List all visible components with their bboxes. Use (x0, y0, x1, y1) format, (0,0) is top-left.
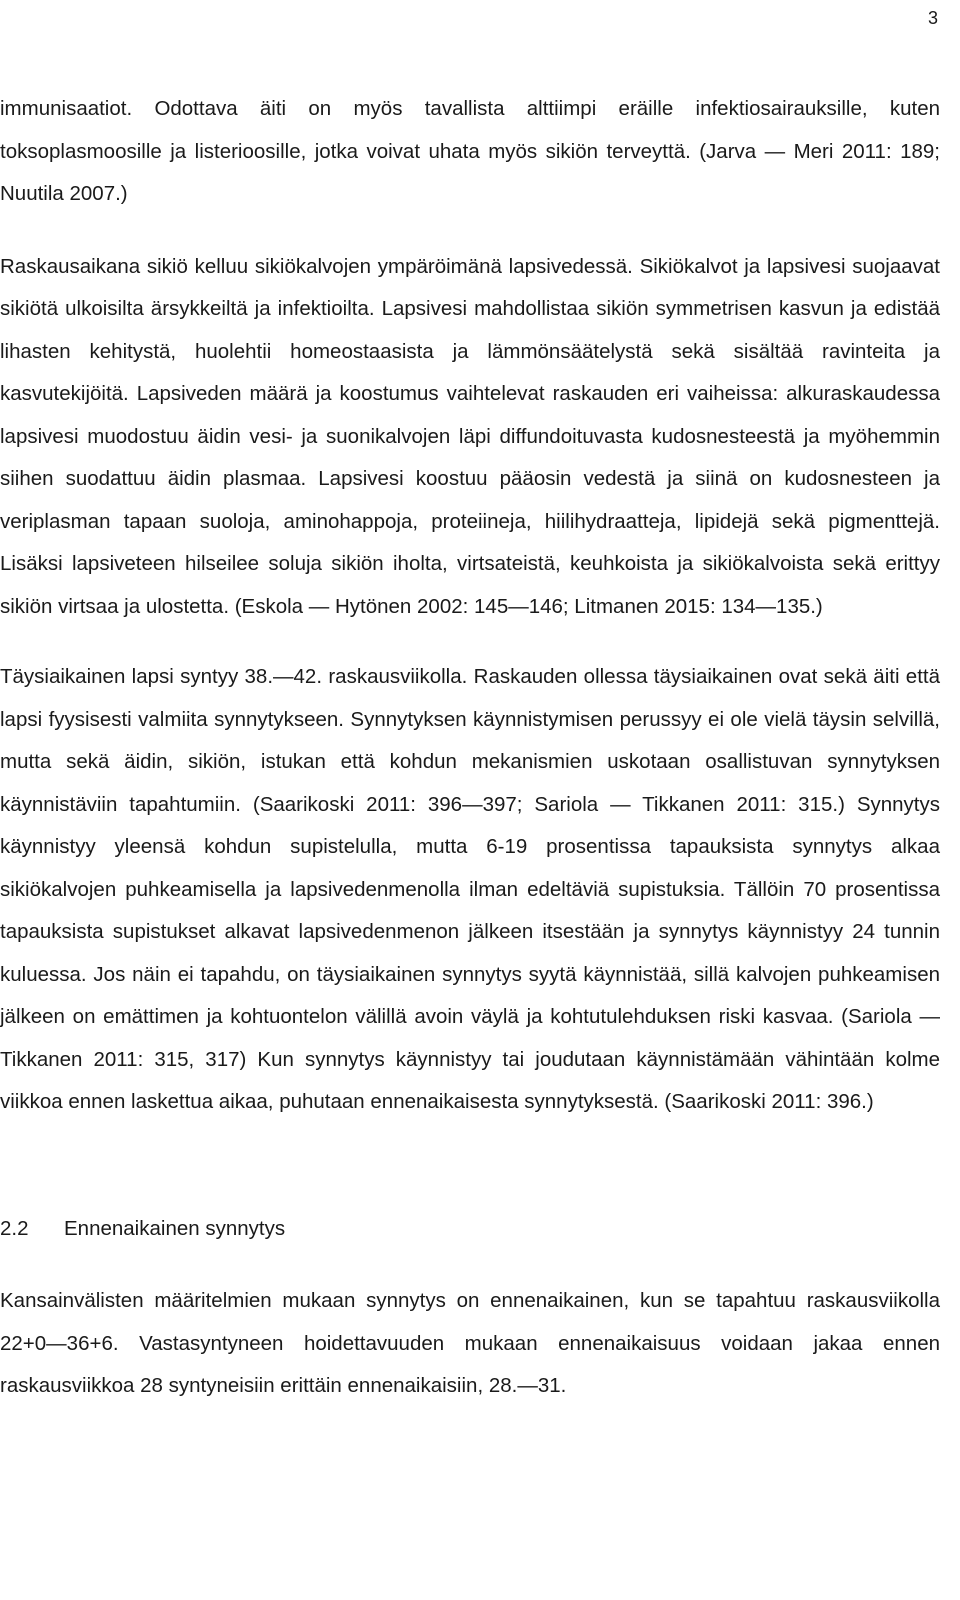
document-body (0, 88, 940, 1408)
section-heading (0, 1208, 940, 1251)
paragraph-amniotic-fluid: Raskausaikana sikiö kelluu sikiökalvojen ympäröimänä lapsivedessä. Sikiökalvot ja lapsivesi suojaavat sikiötä ulkoisilta ärsykkeiltä ja infektioilta. Lapsivesi mahdollistaa sikiön symmetrisen kasvun ja edistää lihasten kehitystä, huolehtii homeostaasista ja lämmönsäätelystä sekä sisältää ravinteita ja kasvutekijöitä. Lapsiveden määrä ja koostumus vaihtelevat raskauden eri vaiheissa: alkuraskaudessa lapsivesi muodostuu äidin vesi- ja suonikalvojen läpi diffundoituvasta kudosnesteestä ja myöhemmin siihen suodattuu äidin plasmaa. Lapsivesi koostuu pääosin vedestä ja siinä on kudosnesteen ja veriplasman tapaan suoloja, aminohappoja, proteiineja, hiilihydraatteja, lipidejä sekä pigmenttejä. Lisäksi lapsiveteen hilseilee soluja sikiön iholta, virtsateistä, keuhkoista ja sikiökalvoista sekä erittyy sikiön virtsaa ja ulostetta. (Eskola — Hytönen 2002: 145—146; Litmanen 2015: 134—135.) (0, 254, 940, 618)
page-number: 3 (927, 8, 938, 28)
paragraph-immunisation: immunisaatiot. Odottava äiti on myös tavallista alttiimpi eräille infektiosairauksille, kuten toksoplasmoosille ja listerioosille, jotka voivat uhata myös sikiön terveyttä. (Jarva — Meri 2011: 189; Nuutila 2007.) (0, 97, 940, 205)
section-title: Ennenaikainen synnytys (64, 1216, 286, 1240)
paragraph-premature-birth: Kansainvälisten määritelmien mukaan synnytys on ennenaikainen, kun se tapahtuu raskausviikolla 22+0—36+6. Vastasyntyneen hoidettavuuden mukaan ennenaikaisuus voidaan jakaa ennen raskausviikkoa 28 syntyneisiin erittäin ennenaikaisiin, 28.—31. (0, 1289, 940, 1397)
section-number: 2.2 (0, 1216, 29, 1240)
paragraph-full-term-birth: Täysiaikainen lapsi syntyy 38.—42. raskausviikolla. Raskauden ollessa täysiaikainen ovat sekä äiti että lapsi fyysisesti valmiita synnytykseen. Synnytyksen käynnistymisen perussyy ei ole vielä täysin selvillä, mutta sekä äidin, sikiön, istukan että kohdun mekanismien uskotaan osallistuvan synnytyksen käynnistäviin tapahtumiin. (Saarikoski 2011: 396—397; Sariola — Tikkanen 2011: 315.) Synnytys käynnistyy yleensä kohdun supistelulla, mutta 6-19 prosentissa tapauksista synnytys alkaa sikiökalvojen puhkeamisella ja lapsivedenmenolla ilman edeltäviä supistuksia. Tällöin 70 prosentissa tapauksista supistukset alkavat lapsivedenmenon jälkeen itsestään ja synnytys käynnistyy 24 tunnin kuluessa. Jos näin ei tapahdu, on täysiaikainen synnytys syytä käynnistää, sillä kalvojen puhkeamisen jälkeen on emättimen ja kohtuontelon välillä avoin väylä ja kohtutulehduksen riski kasvaa. (Sariola — Tikkanen 2011: 315, 317) Kun synnytys käynnistyy tai joudutaan käynnistämään vähintään kolme viikkoa ennen laskettua aikaa, puhutaan ennenaikaisesta synnytyksestä. (Saarikoski 2011: 396.) (0, 665, 940, 1113)
